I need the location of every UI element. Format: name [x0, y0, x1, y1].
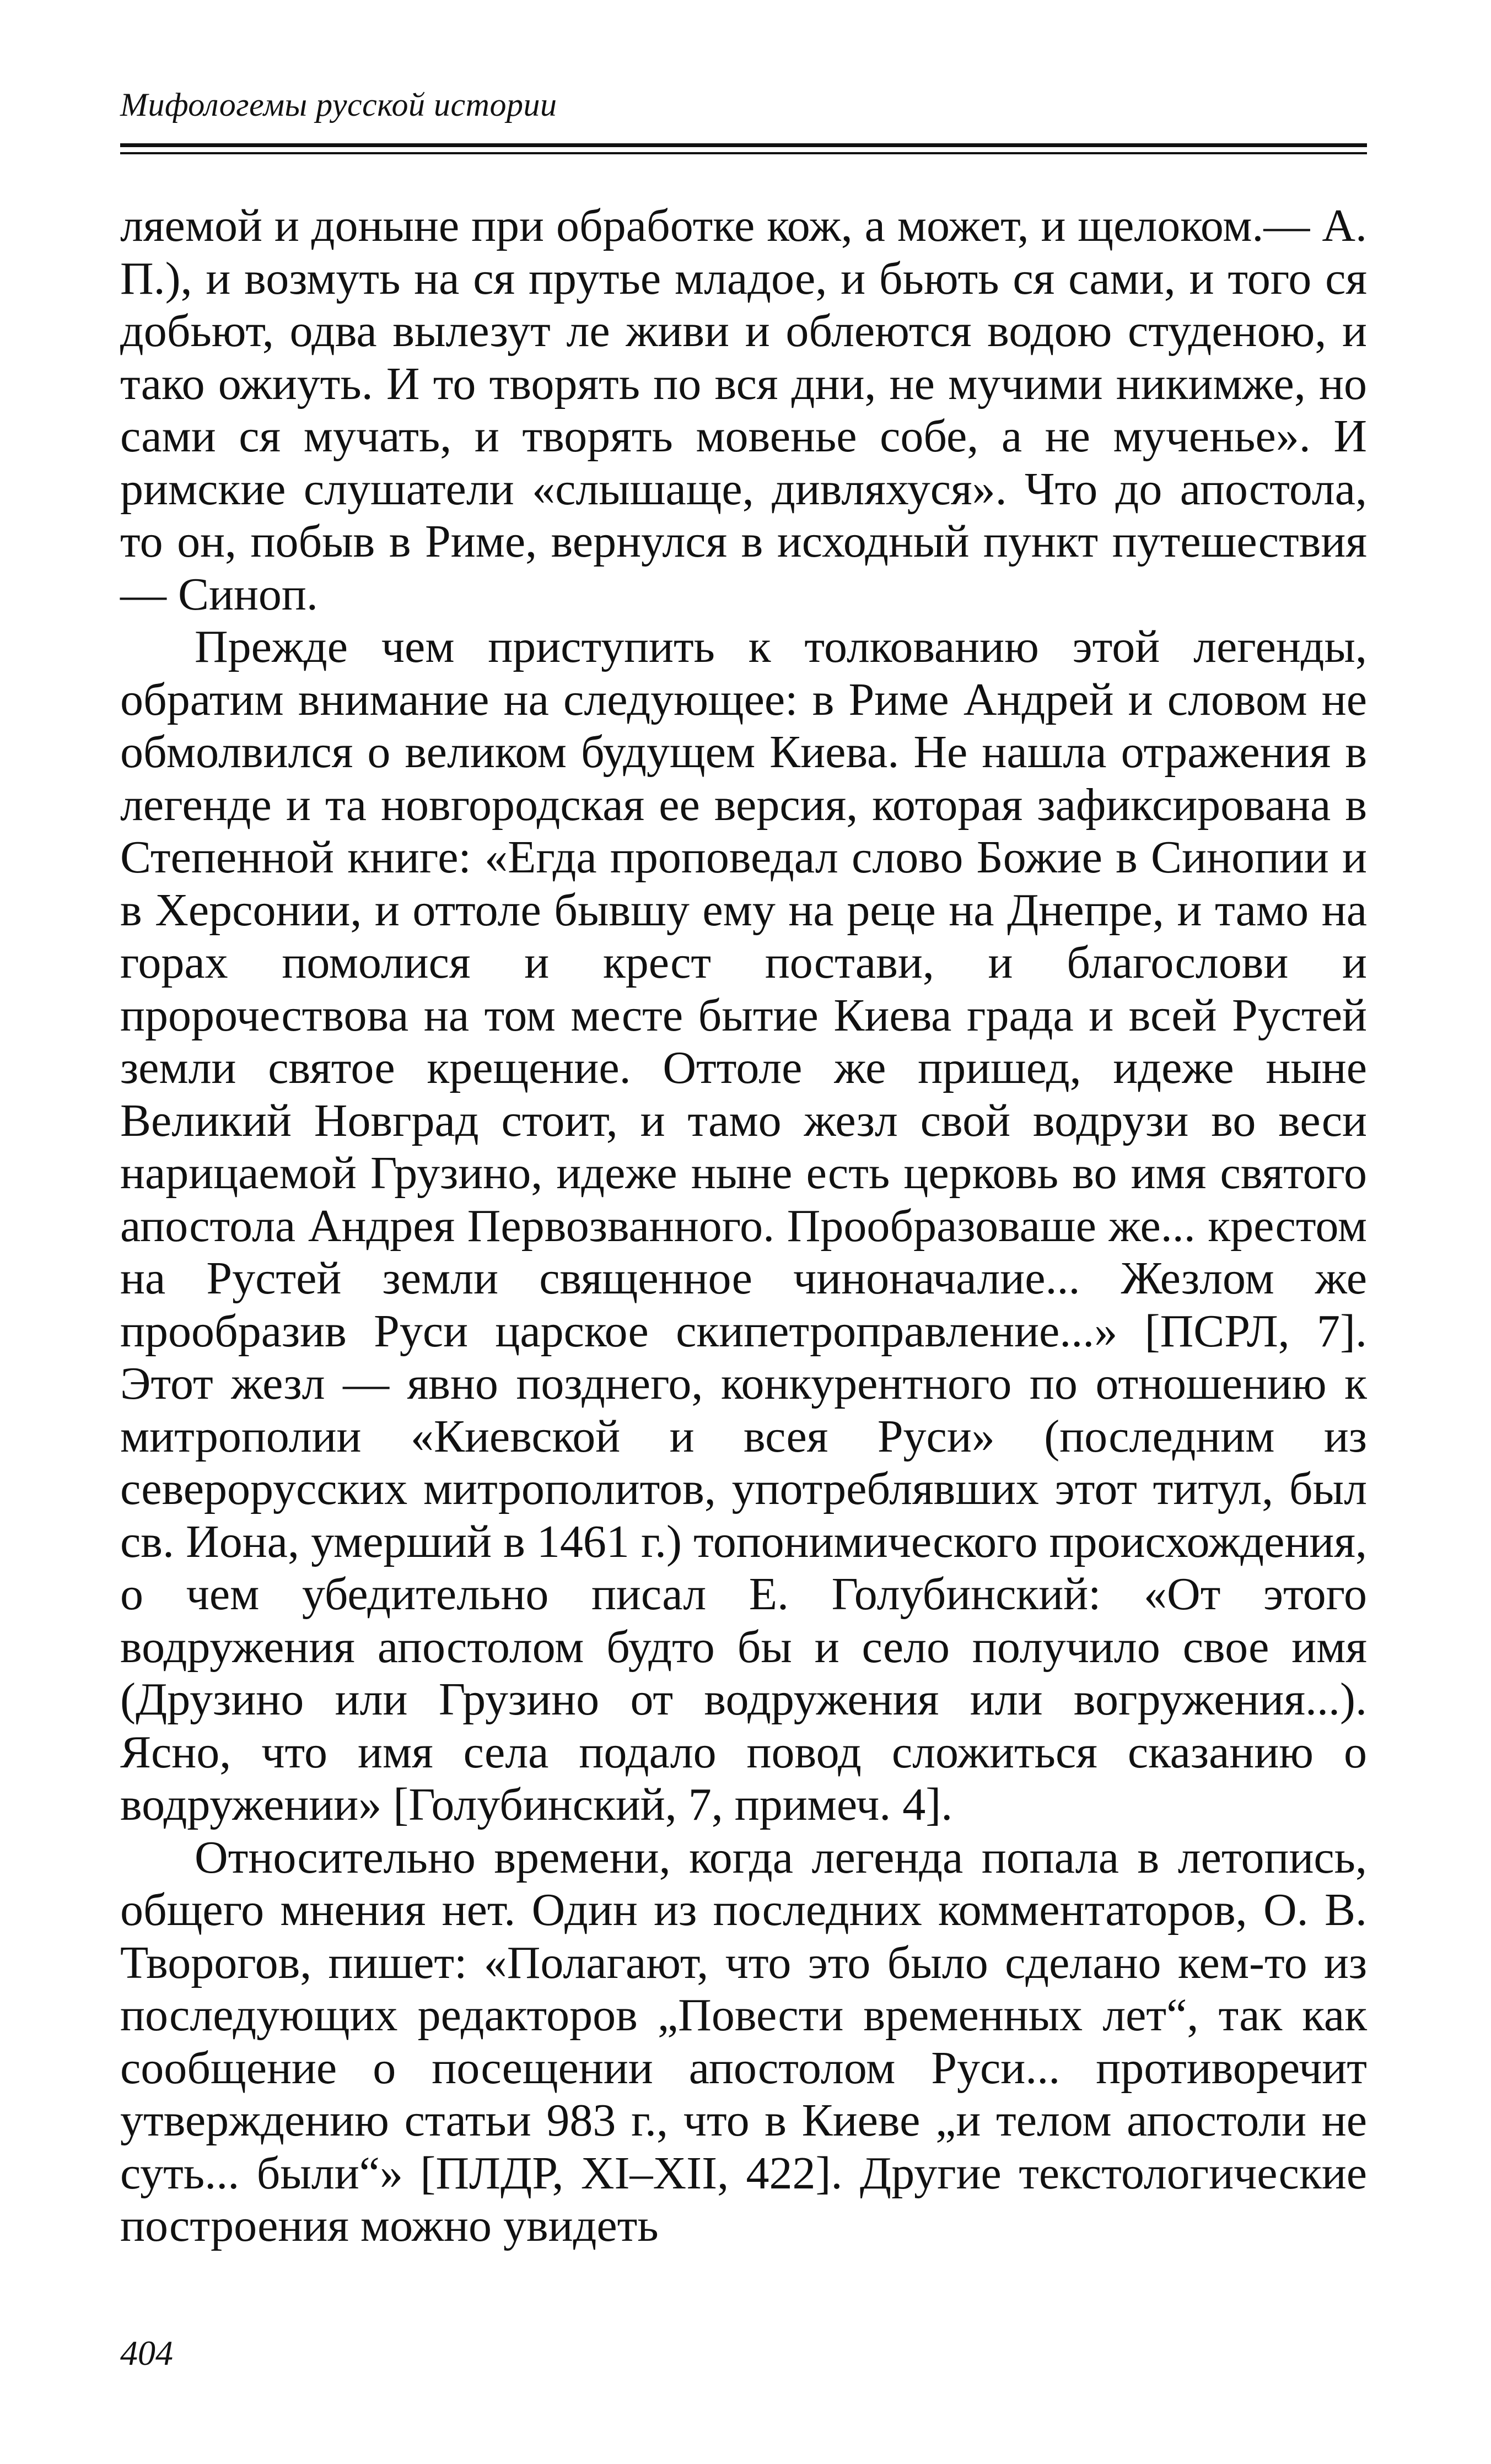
paragraph: Прежде чем приступить к толкованию этой легенды, обратим внимание на следующее: в Риме Андрей и словом не обмолвился о великом будущем Киева. Не нашла отражения в легенде и та новгородская ее версия, которая зафиксирована в Степенной книге: «Егда проповедал слово Божие в Синопии и в Херсонии, и оттоле бывшу ему на реце на Днепре, и тамо на горах помолися и крест постави, и благослови и пророчествова на том месте бытие Киева града и всей Рустей земли святое крещение. Оттоле же пришед, идеже ныне Великий Новград стоит, и тамо жезл свой водрузи во веси нарицаемой Грузино, идеже ныне есть церковь во имя святого апостола Андрея Первозванного. Прообразоваше же... крестом на Рустей земли священное чиноначалие... Жезлом же прообразив Руси царское скипетроправление...» [ПСРЛ, 7]. Этот жезл — явно позднего, конкурентного по отношению к митрополии «Киевской и всея Руси» (последним из северорусских митрополитов, употреблявших этот титул, был св. Иона, умерший в 1461 г.) топонимического происхождения, о чем убедительно писал Е. Голубинский: «От этого водружения апостолом будто бы и село получило свое имя (Друзино или Грузино от водружения или вогружения...). Ясно, что имя села подало повод сложиться сказанию о водружении» [Голубинский, 7, примеч. 4].	[120, 621, 1367, 1830]
page-number: 404	[120, 2333, 173, 2373]
header-rule-thin	[120, 152, 1367, 154]
paragraph: Относительно времени, когда легенда попала в летопись, общего мнения нет. Один из последних комментаторов, О. В. Творогов, пишет: «Полагают, что это было сделано кем-то из последующих редакторов „Повести временных лет“, так как сообщение о посещении апостолом Руси... противоречит утверждению статьи 983 г., что в Киеве „и телом апостоли не суть... были“» [ПЛДР, XI–XII, 422]. Другие текстологические построения можно увидеть	[120, 1831, 1367, 2251]
running-title: Мифологемы русской истории	[120, 87, 557, 123]
paragraph-continuation: ляемой и доныне при обработке кож, а может, и щелоком.— А. П.), и возмуть на ся прутье младое, и бьють ся сами, и того ся добьют, одва вылезут ле живи и облеются водою студеною, и тако ожиуть. И то творять по вся дни, не мучими никимже, но сами ся мучать, и творять мовенье собе, а не мученье». И римские слушатели «слышаще, дивляхуся». Что до апостола, то он, побыв в Риме, вернулся в исходный пункт путешествия — Синоп.	[120, 200, 1367, 620]
header-rule-thick	[120, 143, 1367, 147]
header-rule	[120, 143, 1367, 154]
book-page	[120, 83, 1367, 2414]
main-text	[120, 200, 1367, 2252]
